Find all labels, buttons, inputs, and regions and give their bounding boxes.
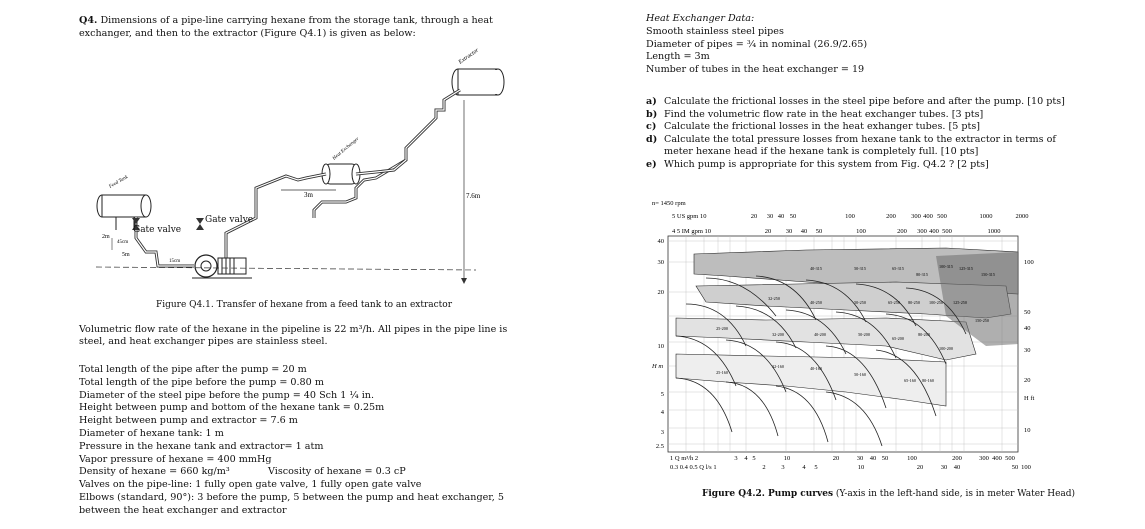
bottom-ls-tick: 100 [1021, 464, 1031, 471]
right-axis-tick: 100 [1024, 259, 1034, 266]
valves-text: Valves on the pipe-line: 1 fully open gate valve, 1 fully open gate valve [79, 479, 422, 490]
gate-valve-left-label: Gate valve [133, 225, 182, 235]
us-gpm-tick: 40 [777, 213, 785, 220]
hx-line: Smooth stainless steel pipes [646, 26, 784, 37]
pump-model-label: 80-250 [908, 300, 920, 305]
pump-model-label: 50-315 [854, 266, 866, 271]
bottom-q-tick: 10 [783, 455, 791, 462]
right-axis-tick: 10 [1024, 427, 1031, 434]
us-gpm-tick: 30 [766, 213, 774, 220]
right-axis-label: H ft [1024, 395, 1035, 402]
bottom-ls-tick: 10 [857, 464, 865, 471]
dim-7-6m-label: 7.6m [466, 192, 481, 200]
imp-gpm-tick: 500 [942, 228, 952, 235]
right-axis-tick: 40 [1024, 325, 1031, 332]
bottom-q-tick: 300 [979, 455, 989, 462]
pump-model-label: 65-250 [888, 300, 900, 305]
pump-model-label: 40-160 [810, 366, 822, 371]
bottom-q-tick: 3 [734, 455, 738, 462]
imp-gpm-tick: 1000 [987, 228, 1001, 235]
bottom-q-label: 1 Q m³/h 2 [670, 455, 699, 462]
dim-2m-label: 2m [102, 234, 110, 240]
pump-model-label: 40-250 [810, 300, 822, 305]
pump-model-label: 80-200 [918, 332, 930, 337]
pump-model-label: 32-200 [772, 332, 784, 337]
intro-line-2: exchanger, and then to the extractor (Figure Q4.1) is given as below: [79, 28, 416, 39]
left-axis-tick: 30 [657, 259, 664, 266]
bottom-ls-tick: 30 [940, 464, 948, 471]
bottom-q-tick: 50 [881, 455, 889, 462]
flow-line-2: steel, and heat exchanger pipes are stainless steel. [79, 336, 328, 347]
question-item: e) Which pump is appropriate for this system from Fig. Q4.2 ? [2 pts] [646, 158, 989, 170]
pump-model-label: 80-315 [916, 272, 928, 277]
bottom-q-tick: 4 [744, 455, 748, 462]
us-gpm-label: 5 US gpm 10 [672, 213, 707, 220]
data-line: Diameter of the steel pipe before the pump = 40 Sch 1 ¼ in. [79, 389, 375, 401]
dim-45cm-label: 45cm [117, 240, 129, 245]
hx-line: Diameter of pipes = ¾ in nominal (26.9/2.65) [646, 38, 868, 50]
imp-gpm-tick: 40 [800, 228, 808, 235]
imp-gpm-tick: 20 [764, 228, 772, 235]
hx-line: Number of tubes in the heat exchanger = 19 [646, 63, 865, 75]
bottom-q-tick: 200 [952, 455, 962, 462]
left-axis-tick: 10 [657, 343, 664, 350]
left-axis-tick: 20 [657, 289, 664, 296]
bottom-ls-label: 0.3 0.4 0.5 Q l/s 1 [670, 464, 717, 471]
left-axis-tick: 3 [660, 429, 664, 436]
bottom-q-tick: 400 [992, 455, 1002, 462]
pump-model-label: 100-315 [939, 264, 953, 269]
data-line: Height between pump and extractor = 7.6 m [79, 415, 298, 427]
bottom-q-tick: 500 [1005, 455, 1015, 462]
bottom-ls-tick: 50 [1011, 464, 1019, 471]
question-item: c) Calculate the frictional losses in the heat exhanger tubes. [5 pts] [646, 121, 981, 133]
bottom-ls-tick: 5 [814, 464, 818, 471]
pump-model-label: 40-315 [810, 266, 822, 271]
pump-model-label: 50-250 [854, 300, 866, 305]
left-axis-tick: 40 [657, 238, 664, 245]
heat-exchanger [322, 164, 360, 184]
pump [192, 255, 252, 278]
imp-gpm-tick: 50 [815, 228, 823, 235]
left-axis-tick: 4 [660, 409, 664, 416]
pump-model-label: 32-250 [768, 296, 780, 301]
pump-model-label: 65-200 [892, 336, 904, 341]
pump-model-label: 50-160 [854, 372, 866, 377]
elbows-line-2: between the heat exchanger and extractor [79, 505, 287, 516]
density-text: Density of hexane = 660 kg/m³ [79, 466, 230, 477]
bottom-q-tick: 100 [907, 455, 917, 462]
bottom-ls-tick: 3 [781, 464, 785, 471]
intro-line-1: Dimensions of a pipe-line carrying hexane from the storage tank, through a heat [100, 15, 493, 26]
question-item: b) Find the volumetric flow rate in the heat exchanger tubes. [3 pts] [646, 108, 984, 120]
imp-gpm-tick: 30 [785, 228, 793, 235]
hx-title: Heat Exchanger Data: [646, 13, 755, 24]
pump-model-label: 65-315 [892, 266, 904, 271]
pump-model-label: 125-250 [953, 300, 967, 305]
figure1-caption: Figure Q4.1. Transfer of hexane from a feed tank to an extractor [156, 300, 453, 310]
imp-gpm-tick: 400 [929, 228, 939, 235]
question-intro [79, 15, 493, 26]
rpm-label: n= 1450 rpm [652, 200, 686, 207]
us-gpm-tick: 200 [886, 213, 896, 220]
us-gpm-tick: 300 [911, 213, 921, 220]
pump-model-label: 150-250 [975, 318, 989, 323]
data-line: Pressure in the hexane tank and extractor= 1 atm [79, 440, 324, 452]
imp-gpm-tick: 300 [917, 228, 927, 235]
right-axis-tick: 20 [1024, 377, 1031, 384]
question-item: a) Calculate the frictional losses in the steel pipe before and after the pump. [10 pts] [646, 96, 1065, 107]
pump-model-label: 100-250 [929, 300, 943, 305]
feed-tank-label: Feed Tank [108, 175, 130, 190]
us-gpm-tick: 2000 [1015, 213, 1029, 220]
data-line: Total length of the pipe after the pump = 20 m [79, 364, 307, 375]
pump-curve-chart [646, 196, 1046, 472]
hx-line: Length = 3m [646, 51, 710, 63]
pump-model-label: 125-315 [959, 266, 973, 271]
data-line: Diameter of hexane tank: 1 m [79, 427, 224, 439]
left-axis-tick: 5 [660, 391, 664, 398]
question-list [646, 96, 1065, 172]
elbows-line-1: Elbows (standard, 90°): 3 before the pump, 5 between the pump and heat exchanger, 5 [79, 492, 504, 503]
imp-gpm-tick: 100 [856, 228, 866, 235]
left-axis-label: H m [652, 363, 664, 370]
bottom-q-tick: 20 [832, 455, 840, 462]
data-list [79, 364, 384, 466]
bottom-q-tick: 5 [752, 455, 756, 462]
dim-3m-label: 3m [304, 191, 313, 199]
pump-model-label: 150-315 [981, 272, 995, 277]
gate-valve-right-symbol [196, 218, 204, 230]
bottom-q-tick: 40 [869, 455, 877, 462]
bottom-ls-tick: 2 [762, 464, 766, 471]
imp-gpm-tick: 200 [897, 228, 907, 235]
bottom-q-tick: 30 [856, 455, 864, 462]
viscosity-text: Viscosity of hexane = 0.3 cP [268, 466, 406, 477]
gate-valve-right-label: Gate valve [205, 215, 254, 225]
right-axis-tick: 50 [1024, 309, 1031, 316]
pump-model-label: 65-160 [904, 378, 916, 383]
pump-model-label: 40-200 [814, 332, 826, 337]
pump-model-label: 32-160 [772, 364, 784, 369]
left-axis-tick: 2.5 [655, 443, 664, 450]
bottom-ls-tick: 40 [953, 464, 961, 471]
pump-model-label: 100-200 [939, 346, 953, 351]
figure2-caption: Figure Q4.2. Pump curves (Y-axis in the left-hand side, is in meter Water Head) [702, 489, 1076, 499]
pump-model-label: 50-200 [858, 332, 870, 337]
question-item: d) Calculate the total pressure losses from hexane tank to the extractor in terms of [646, 133, 1056, 145]
heat-exchanger-label: Heat Exchanger [332, 136, 361, 162]
right-axis-tick: 30 [1024, 347, 1031, 354]
us-gpm-tick: 20 [750, 213, 758, 220]
dim-15cm-label: 15cm [169, 259, 181, 264]
hx-lines [646, 26, 867, 76]
extractor-label: Extractor [457, 47, 480, 66]
pump-model-label: 25-160 [716, 370, 728, 375]
imp-gpm-label: 4 5 IM gpm 10 [672, 228, 711, 235]
data-line: Vapor pressure of hexane = 400 mmHg [79, 453, 272, 465]
pump-model-label: 25-200 [716, 326, 728, 331]
data-line: Height between pump and bottom of the hexane tank = 0.25m [79, 402, 385, 414]
bottom-ls-tick: 20 [916, 464, 924, 471]
pump-model-label: 80-160 [922, 378, 934, 383]
dim-5m-label: 5m [122, 252, 130, 258]
flow-line-1: Volumetric flow rate of the hexane in the pipeline is 22 m³/h. All pipes in the pipe line is [79, 324, 508, 335]
us-gpm-tick: 400 [923, 213, 933, 220]
pipeline-diagram [76, 38, 516, 298]
question-item: meter hexane head if the hexane tank is completely full. [10 pts] [664, 146, 979, 158]
us-gpm-tick: 1000 [979, 213, 993, 220]
us-gpm-tick: 500 [937, 213, 947, 220]
bottom-ls-tick: 4 [802, 464, 806, 471]
question-number: Q4. [79, 15, 98, 26]
data-line: Total length of the pipe before the pump = 0.80 m [79, 376, 324, 388]
us-gpm-tick: 50 [789, 213, 797, 220]
us-gpm-tick: 100 [845, 213, 855, 220]
